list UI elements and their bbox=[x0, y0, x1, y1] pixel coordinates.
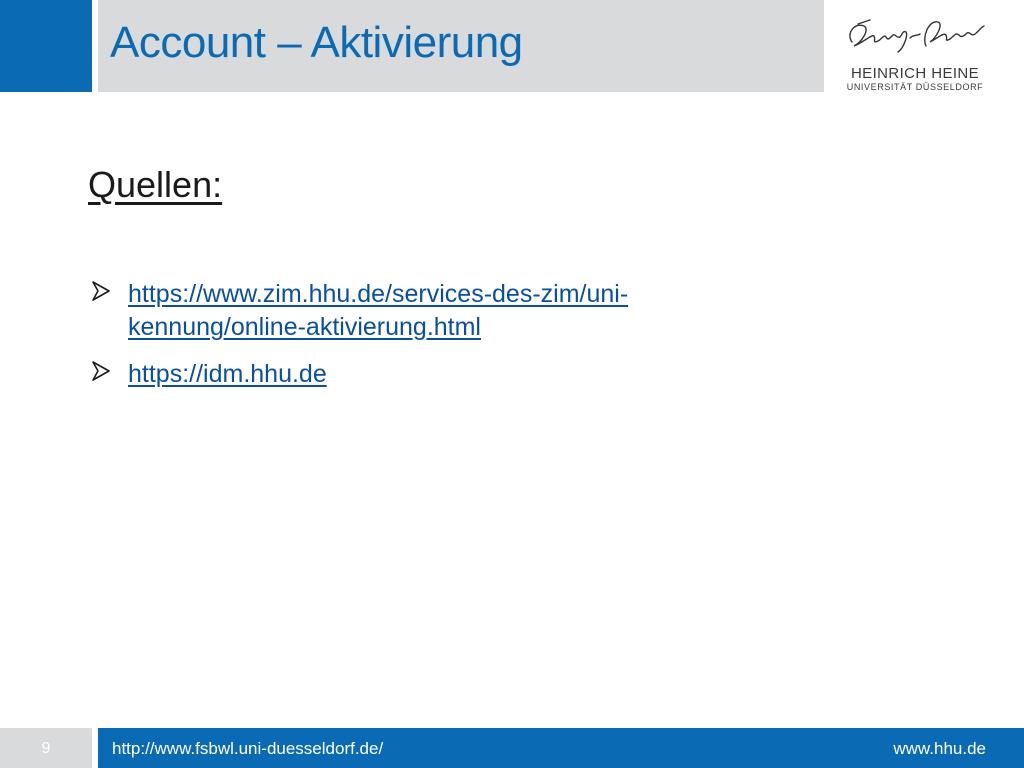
logo-university-subtitle: UNIVERSITÄT DÜSSELDORF bbox=[846, 82, 984, 92]
zim-activation-link[interactable] bbox=[128, 278, 628, 344]
footer-bar bbox=[98, 728, 1024, 768]
link-line-1: https://idm.hhu.de bbox=[128, 360, 327, 388]
signature-logo-icon bbox=[840, 12, 990, 62]
list-item bbox=[90, 278, 750, 344]
slide-number: 9 bbox=[41, 740, 51, 757]
footer-url-link[interactable]: http://www.fsbwl.uni-duesseldorf.de/ bbox=[112, 739, 384, 758]
header-accent-block bbox=[0, 0, 92, 92]
link-line-2: kennung/online-aktivierung.html bbox=[128, 313, 481, 341]
link-list bbox=[90, 278, 750, 405]
arrow-bullet-icon bbox=[90, 280, 112, 302]
logo-university-name: HEINRICH HEINE bbox=[850, 65, 980, 82]
arrow-bullet-icon bbox=[90, 360, 112, 382]
university-logo bbox=[840, 12, 990, 94]
list-item bbox=[90, 358, 750, 391]
link-line-1: https://www.zim.hhu.de/services-des-zim/uni- bbox=[128, 280, 629, 308]
footer-site-link[interactable]: www.hhu.de bbox=[893, 739, 986, 758]
title-bar bbox=[98, 0, 824, 92]
page-title: Account – Aktivierung bbox=[110, 18, 523, 67]
idm-link[interactable] bbox=[128, 358, 327, 391]
section-heading: Quellen: bbox=[88, 164, 223, 205]
